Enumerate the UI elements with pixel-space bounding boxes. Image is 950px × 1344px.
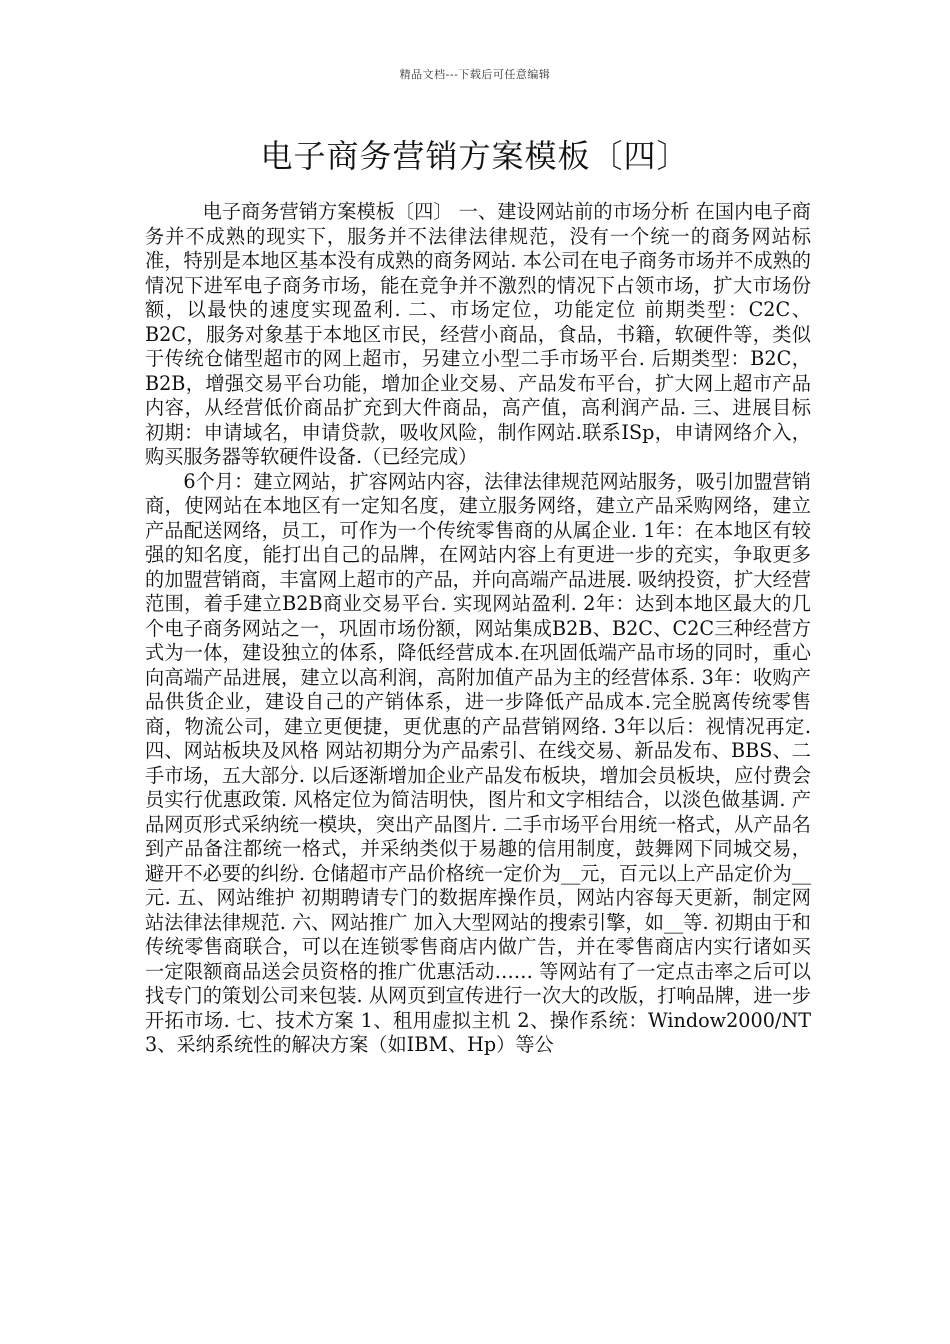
page-title: 电子商务营销方案模板〔四〕 xyxy=(260,137,690,175)
body-paragraph: 6个月：建立网站，扩容网站内容，法律法律规范网站服务，吸引加盟营销商，使网站在本地区有一定知名度，建立服务网络，建立产品采购网络，建立产品配送网络，员工，可作为一个传统零售商的从属企业. 1年：在本地区有较强的知名度，能打出自己的品牌，在网站内容上有更进一步的充实，争取更多的加盟营销商，丰富网上超市的产品，并向高端产品进展. 吸纳投资，扩大经营范围，着手建立B2B商业交易平台. 实现网站盈利. 2年：达到本地区最大的几个电子商务网站之一，巩固市场份额，网站集成B2B、B2C、C2C三种经营方式为一体，建设独立的体系，降低经营成本.在巩固低端产品市场的同时，重心向高端产品进展，建立以高利润，高附加值产品为主的经营体系. 3年：收购产品供货企业，建设自己的产销体系，进一步降低产品成本.完全脱离传统零售商，物流公司，建立更便捷，更优惠的产品营销网络. 3年以后：视情况再定. 四、网站板块及风格 网站初期分为产品索引、在线交易、新品发布、BBS、二手市场，五大部分. 以后逐渐增加企业产品发布板块，增加会员板块，应付费会员实行优惠政策. 风格定位为简洁明快，图片和文字相结合，以淡色做基调. 产品网页形式采纳统一模块，突出产品图片. 二手市场平台用统一格式，从产品名到产品备注都统一格式，并采纳类似于易趣的信用制度，鼓舞网下同城交易，避开不必要的纠纷. 仓储超市产品价格统一定价为__元，百元以上产品定价为__元. 五、网站维护 初期聘请专门的数据库操作员，网站内容每天更新，制定网站法律法律规范. 六、网站推广 加入大型网站的搜索引擎，如__等. 初期由于和传统零售商联合，可以在连锁零售商店内做广告，并在零售商店内实行诸如买一定限额商品送会员资格的推广优惠活动…… 等网站有了一定点击率之后可以找专门的策划公司来包装. 从网页到宣传进行一次大的改版，打响品牌，进一步开拓市场. 七、技术方案 1、租用虚拟主机 2、操作系统：Window2000/NT 3、采纳系统性的解决方案（如IBM、Hp）等公 xyxy=(145,469,811,1056)
body-paragraph: 电子商务营销方案模板〔四〕 一、建设网站前的市场分析 在国内电子商务并不成熟的现实下，服务并不法律法律规范，没有一个统一的商务网站标准，特别是本地区基本没有成熟的商务网站. 本公司在电子商务市场并不成熟的情况下进军电子商务市场，能在竞争并不激烈的情况下占领市场，扩大市场份额，以最快的速度实现盈利. 二、市场定位，功能定位 前期类型：C2C、B2C，服务对象基于本地区市民，经营小商品，食品，书籍，软硬件等，类似于传统仓储型超市的网上超市，另建立小型二手市场平台. 后期类型：B2C，B2B，增强交易平台功能，增加企业交易、产品发布平台，扩大网上超市产品内容，从经营低价商品扩充到大件商品，高产值，高利润产品. 三、进展目标 初期：申请域名，申请贷款，吸收风险，制作网站.联系ISp，申请网络介入，购买服务器等软硬件设备.（已经完成） xyxy=(145,200,811,468)
header-note: 精品文档---下载后可任意编辑 xyxy=(399,68,551,81)
document-body xyxy=(145,200,811,1058)
